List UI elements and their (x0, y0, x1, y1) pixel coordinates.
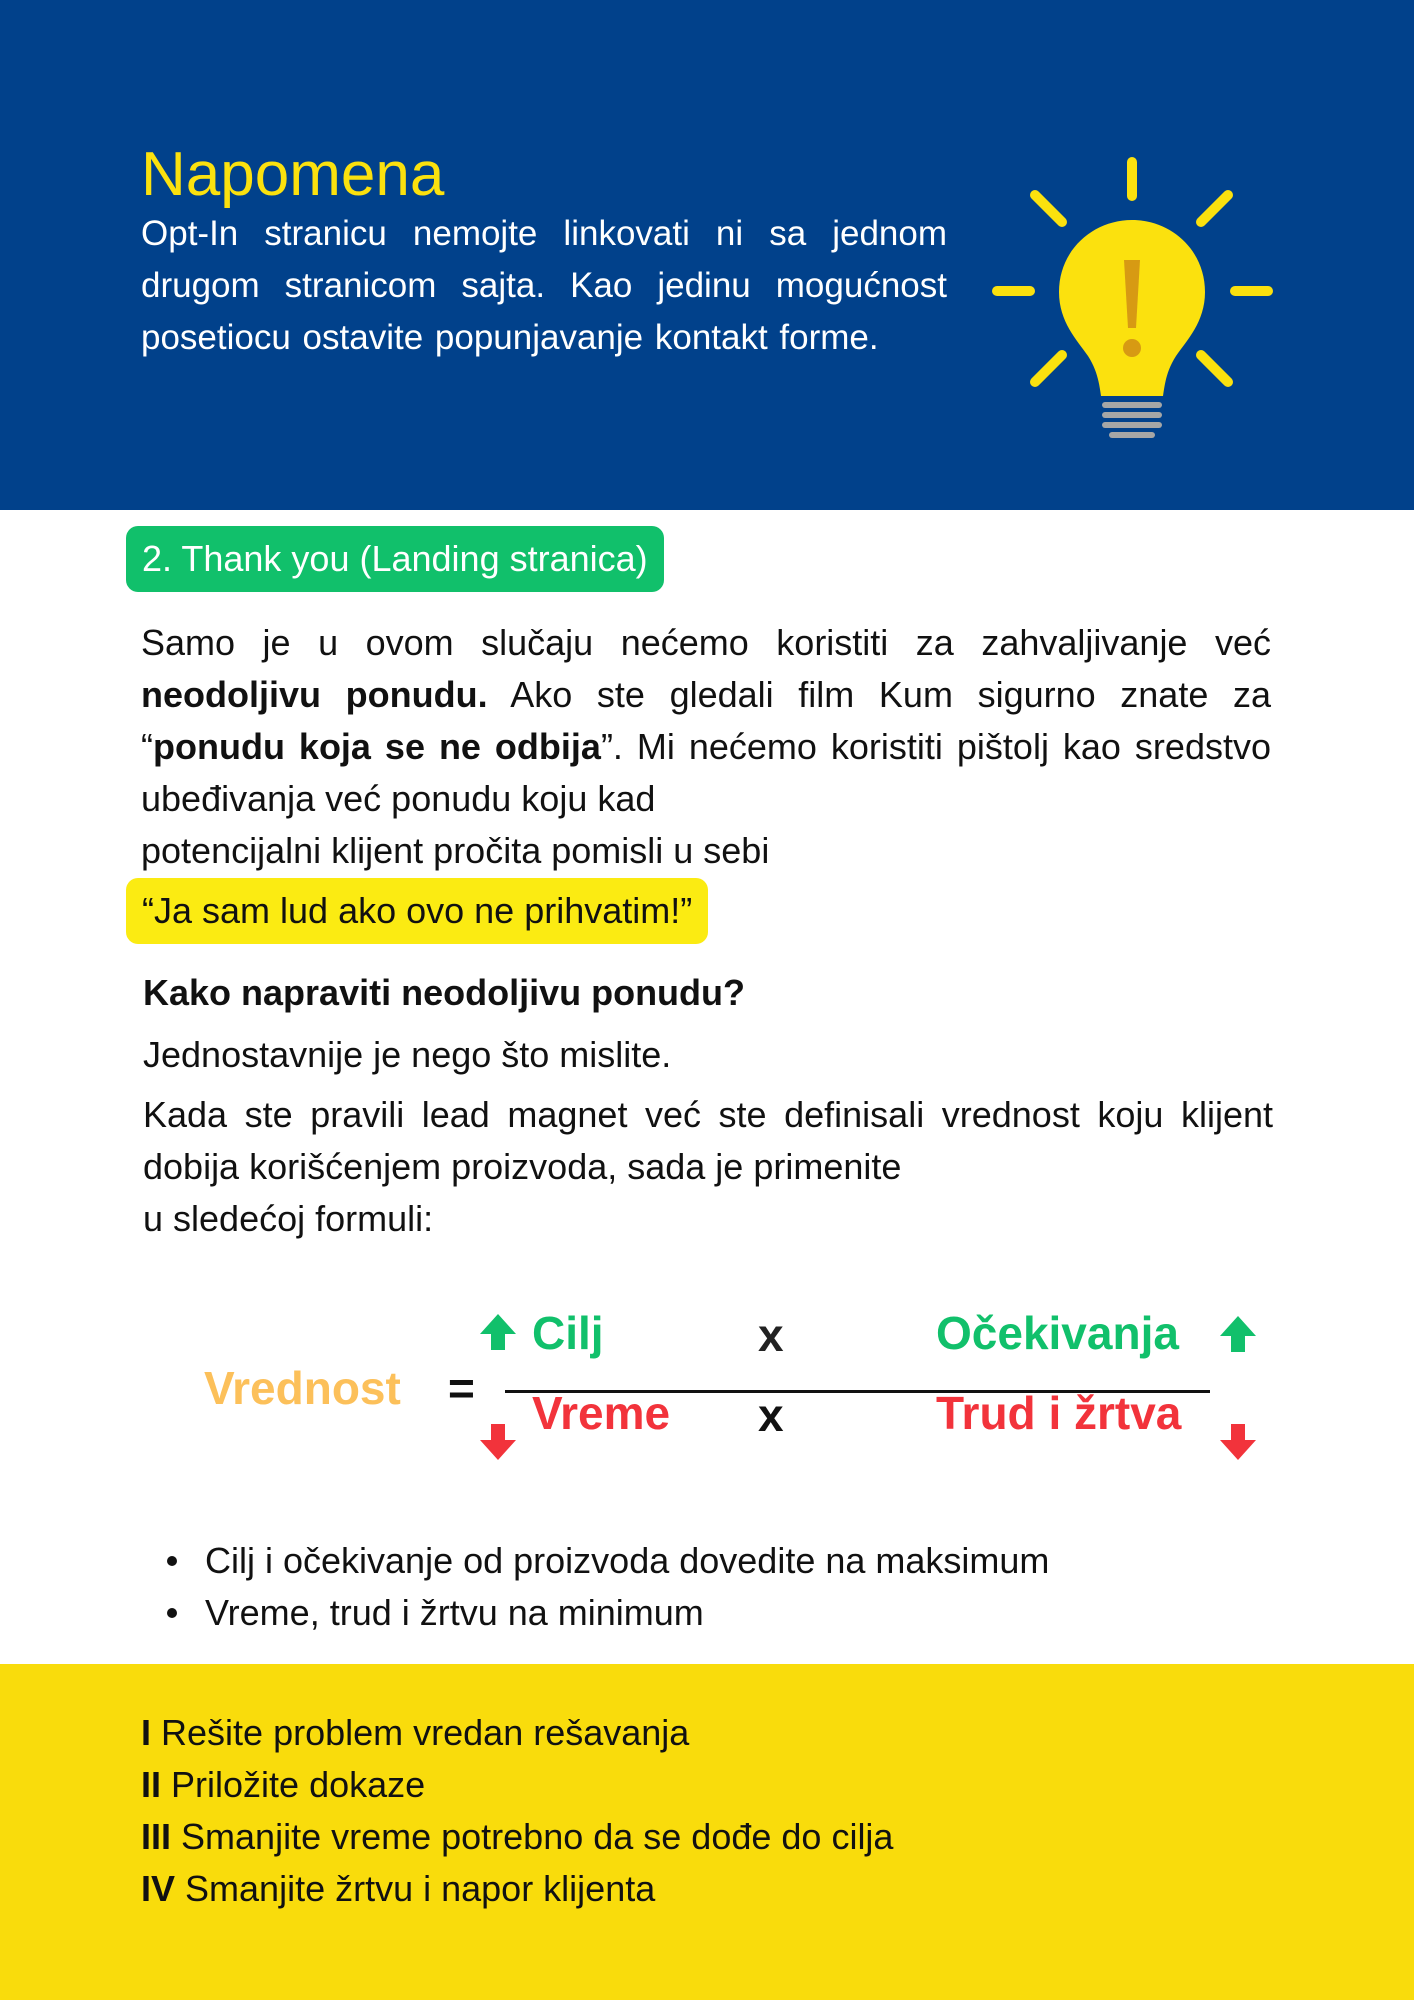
formula-equals: = (448, 1362, 475, 1414)
step-number: I (141, 1712, 152, 1753)
intro-bold-phrase: ponudu koja se ne odbija (153, 726, 601, 767)
intro-paragraph (141, 617, 1271, 877)
section-badge: 2. Thank you (Landing stranica) (126, 526, 664, 592)
steps-list (141, 1707, 893, 1915)
arrow-up-icon (1218, 1314, 1258, 1354)
value-text-main: Kada ste pravili lead magnet već ste definisali vrednost koju klijent dobija korišćenjem proizvoda, sada je primenite (143, 1094, 1273, 1187)
step-text: Rešite problem vredan rešavanja (161, 1712, 690, 1753)
note-title: Napomena (141, 140, 445, 209)
step-item (141, 1863, 893, 1915)
step-text: Smanjite žrtvu i napor klijenta (185, 1868, 656, 1909)
arrow-down-icon (1218, 1422, 1258, 1462)
formula-lhs: Vrednost (204, 1362, 401, 1414)
formula-time: Vreme (532, 1387, 671, 1439)
step-text: Priložite dokaze (171, 1764, 426, 1805)
intro-text-2: Ako ste gledali film Kum sigurno znate za “ (141, 674, 1271, 767)
bullet-item: Vreme, trud i žrtvu na minimum (205, 1587, 1049, 1639)
note-text: Opt-In stranicu nemojte linkovati ni sa jednom drugom stranicom sajta. Kao jedinu mogućnost posetiocu ostavite popunjavanje kontakt forme. (141, 214, 947, 357)
step-text: Smanjite vreme potrebno da se dođe do cilja (181, 1816, 894, 1857)
formula-effort: Trud i žrtva (936, 1387, 1182, 1439)
step-item (141, 1811, 893, 1863)
step-number: II (141, 1764, 162, 1805)
formula-goal: Cilj (532, 1307, 604, 1359)
formula-times-bottom: x (758, 1389, 784, 1441)
howto-heading: Kako napraviti neodoljivu ponudu? (143, 972, 746, 1013)
intro-text-3: ”. Mi nećemo koristiti pištolj kao sredstvo ubeđivanja već ponudu koju kad (141, 726, 1271, 819)
intro-text-1: Samo je u ovom slučaju nećemo koristiti za zahvaljivanje već (141, 622, 1271, 663)
intro-text-4: potencijalni klijent pročita pomisli u sebi (141, 830, 770, 871)
simple-text: Jednostavnije je nego što mislite. (143, 1034, 672, 1075)
step-item (141, 1707, 893, 1759)
step-number: III (141, 1816, 172, 1857)
value-text-last: u sledećoj formuli: (143, 1198, 434, 1239)
arrow-up-icon (478, 1312, 518, 1352)
formula-expectations: Očekivanja (936, 1307, 1179, 1359)
bullet-item: Cilj i očekivanje od proizvoda dovedite na maksimum (205, 1535, 1049, 1587)
intro-bold-offer: neodoljivu ponudu. (141, 674, 488, 715)
formula-times-top: x (758, 1309, 784, 1361)
bullet-list (205, 1535, 1049, 1639)
value-paragraph (143, 1089, 1273, 1245)
lightbulb-exclamation-icon (985, 150, 1285, 450)
step-number: IV (141, 1868, 176, 1909)
highlight-quote: “Ja sam lud ako ovo ne prihvatim!” (126, 878, 708, 944)
step-item (141, 1759, 893, 1811)
value-formula (0, 1307, 1414, 1480)
arrow-down-icon (478, 1422, 518, 1462)
